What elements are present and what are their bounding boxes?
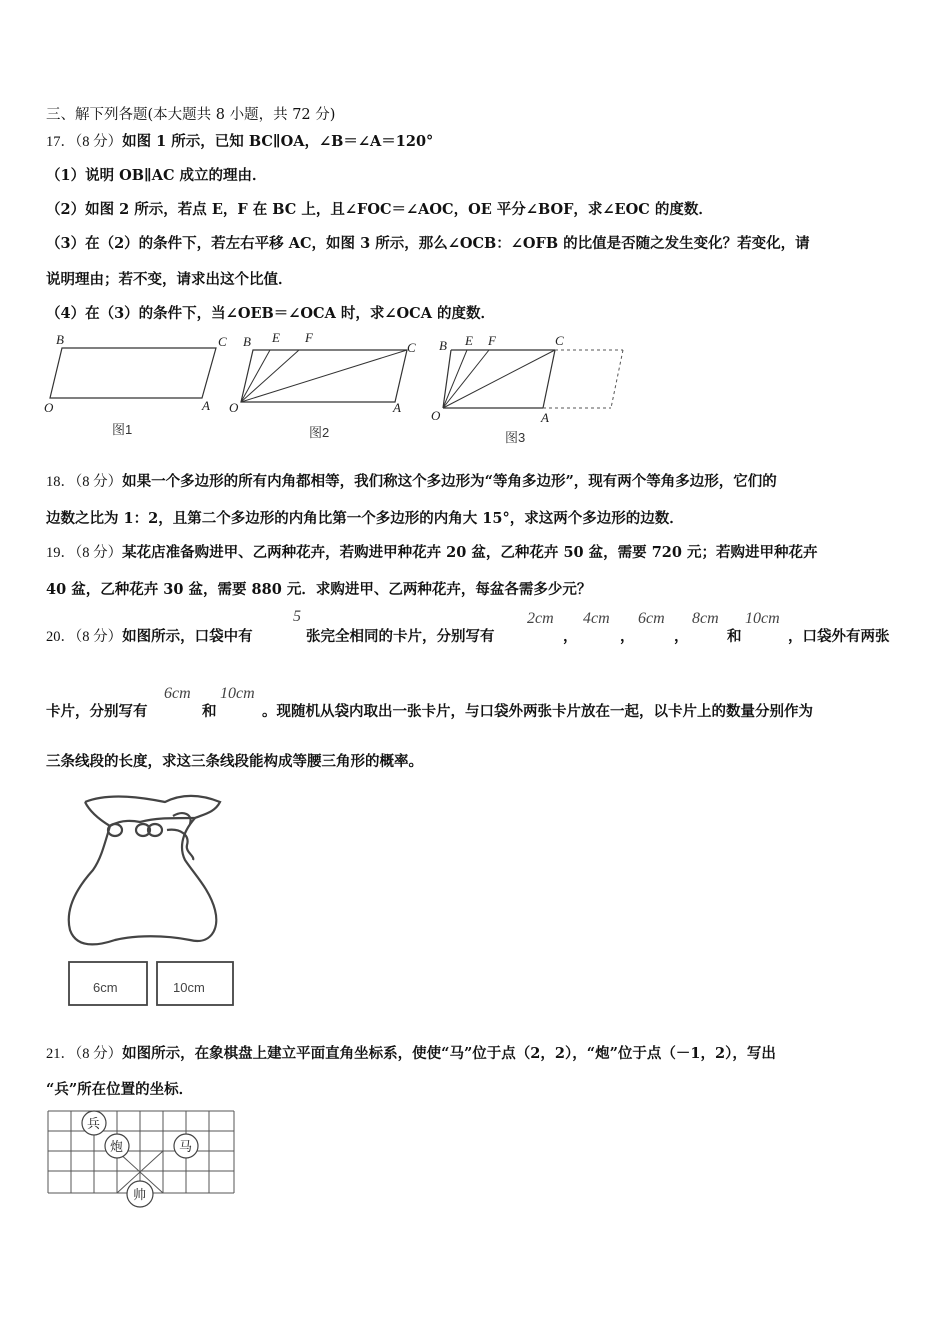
fig2-line-of [241, 350, 299, 402]
fig2-label-e: E [272, 330, 280, 345]
q20-text4: 卡片，分别写有 [46, 703, 148, 720]
fig3-line-oc [443, 350, 555, 408]
fig2-label-a: A [393, 400, 401, 415]
fig3-dashed-side [611, 350, 623, 408]
q18-line1 [46, 470, 777, 491]
q20-outside-6cm: 6cm [164, 685, 191, 702]
q20-outside-10cm: 10cm [220, 685, 255, 702]
q21-number: 21．（8 分） [46, 1046, 123, 1062]
q21-line2: “兵”所在位置的坐标． [46, 1081, 194, 1098]
fig1-label-o: O [44, 400, 54, 415]
figure-1 [40, 330, 240, 445]
q20-number: 20．（8 分） [46, 629, 123, 645]
q20-text2: 张完全相同的卡片，分别写有 [306, 628, 495, 645]
q20-text6: 三条线段的长度，求这三条线段能构成等腰三角形的概率。 [46, 753, 423, 770]
fig3-label-b: B [439, 338, 447, 353]
q20-and-1: 和 [727, 628, 742, 645]
q20-card-10cm: 10cm [745, 610, 780, 627]
q18-number: 18．（8 分） [46, 474, 123, 490]
q17-number: 17．（8 分） [46, 134, 123, 150]
fig3-label-e: E [465, 333, 473, 348]
figure-2 [225, 328, 425, 446]
bag-figure [55, 790, 255, 1015]
q20-text5: 。现随机从袋内取出一张卡片，与口袋外两张卡片放在一起，以卡片上的数量分别作为 [262, 703, 813, 720]
q17-part1: （1）说明 OB∥AC 成立的理由． [46, 167, 267, 184]
piece-bing [82, 1111, 106, 1135]
fig1-caption: 图1 [112, 422, 133, 437]
fig2-label-b: B [243, 334, 251, 349]
q20-text3: ，口袋外有两张 [788, 628, 890, 645]
q17-part3-line1: （3）在（2）的条件下，若左右平移 AC，如图 3 所示，那么∠OCB：∠OFB 的比值是否随之发生变化？若变化，请 [46, 235, 810, 252]
piece-pao [105, 1134, 129, 1158]
fig2-label-o: O [229, 400, 239, 415]
q18-text1: 如果一个多边形的所有内角都相等，我们称这个多边形为“等角多边形”，现有两个等角多边形，它们的 [122, 473, 777, 490]
q17-part3-line2: 说明理由；若不变，请求出这个比值． [46, 271, 293, 288]
fig1-parallelogram [50, 348, 216, 398]
q17-part4: （4）在（3）的条件下，当∠OEB＝∠OCA 时，求∠OCA 的度数． [46, 305, 496, 322]
fig2-label-f: F [305, 330, 313, 345]
q17-stem-text: 如图 1 所示，已知 BC∥OA，∠B＝∠A＝120° [122, 133, 434, 150]
q19-line2: 40 盆，乙种花卉 30 盆，需要 880 元．求购进甲、乙两种花卉，每盆各需多少元？ [46, 581, 592, 598]
q20-comma-1: ， [563, 628, 578, 645]
q21-line1 [46, 1042, 776, 1063]
q20-text1: 如图所示，口袋中有 [122, 628, 253, 645]
q20-comma-2: ， [620, 628, 635, 645]
piece-ma-label: 马 [179, 1140, 193, 1155]
fig3-label-c: C [555, 333, 564, 348]
q17-stem [46, 130, 433, 151]
q20-and-2: 和 [202, 703, 217, 720]
q20-comma-3: ， [674, 628, 689, 645]
chessboard-figure [40, 1105, 240, 1215]
q20-card-4cm: 4cm [583, 610, 610, 627]
q20-count: 5 [293, 608, 301, 625]
piece-pao-label: 炮 [110, 1140, 124, 1155]
q21-text1: 如图所示，在象棋盘上建立平面直角坐标系，使使“马”位于点（2，2），“炮”位于点（－1，2），写出 [122, 1045, 776, 1062]
card-10cm-label: 10cm [173, 980, 205, 995]
fig3-label-a: A [541, 410, 549, 425]
q19-number: 19．（8 分） [46, 545, 123, 561]
fig3-caption: 图3 [505, 430, 526, 445]
q20-card-8cm: 8cm [692, 610, 719, 627]
bag-icon [69, 796, 220, 945]
fig3-label-o: O [431, 408, 441, 423]
fig1-label-b: B [56, 332, 64, 347]
q17-part2: （2）如图 2 所示，若点 E，F 在 BC 上，且∠FOC＝∠AOC，OE 平分∠BOF，求∠EOC 的度数． [46, 201, 713, 218]
fig3-line-ca [543, 350, 555, 408]
q19-line1 [46, 541, 818, 562]
piece-shuai-label: 帅 [133, 1188, 147, 1203]
q19-text1: 某花店准备购进甲、乙两种花卉，若购进甲种花卉 20 盆，乙种花卉 50 盆，需要 720 元；若购进甲种花卉 [122, 544, 818, 561]
fig2-label-c: C [407, 340, 416, 355]
section-title: 三、解下列各题(本大题共 8 小题，共 72 分) [46, 107, 336, 123]
piece-ma [174, 1134, 198, 1158]
q20-line1 [46, 625, 253, 646]
fig2-caption: 图2 [309, 425, 330, 440]
piece-bing-label: 兵 [87, 1117, 101, 1132]
fig1-label-a: A [202, 398, 210, 413]
q18-line2: 边数之比为 1：2，且第二个多边形的内角比第一个多边形的内角大 15°，求这两个多边形的边数． [46, 510, 684, 527]
fig1-label-c: C [218, 334, 227, 349]
fig3-label-f: F [488, 333, 496, 348]
figure-3 [425, 330, 625, 448]
q20-card-6cm: 6cm [638, 610, 665, 627]
piece-shuai [127, 1181, 153, 1207]
q20-card-2cm: 2cm [527, 610, 554, 627]
card-6cm-label: 6cm [93, 980, 118, 995]
